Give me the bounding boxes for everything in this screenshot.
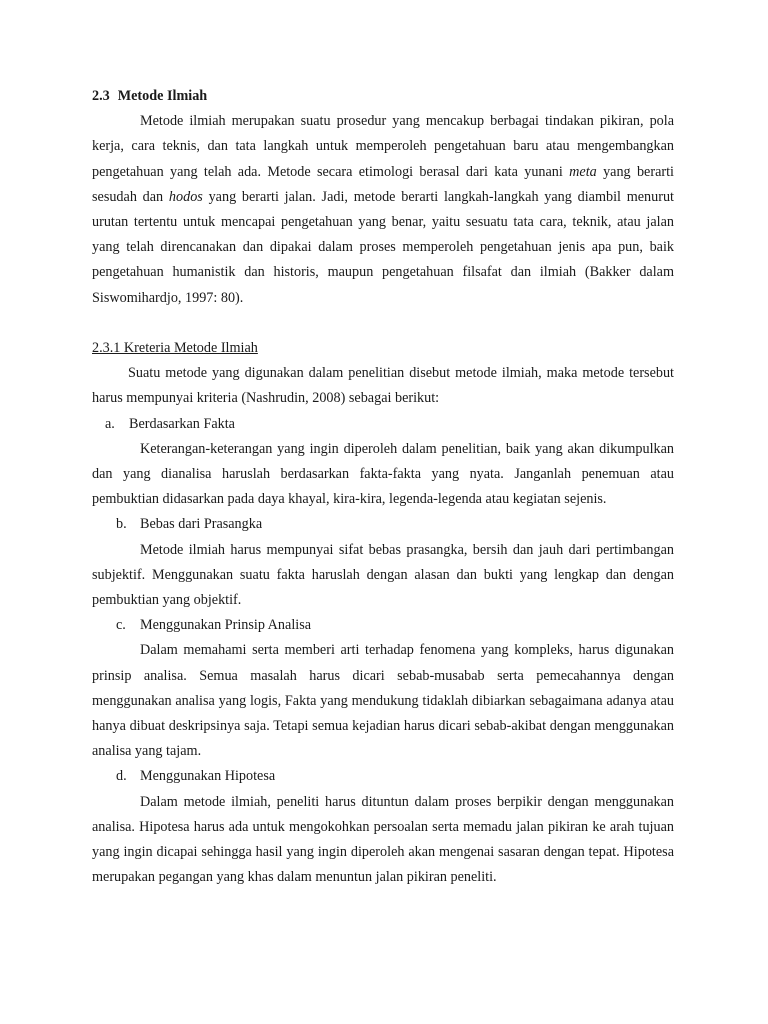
criteria-item-d-title <box>92 764 674 789</box>
item-title-text: Bebas dari Prasangka <box>140 516 263 533</box>
document-page <box>92 84 674 890</box>
criteria-item-a-title <box>92 412 674 437</box>
criteria-item-c-text: Dalam memahami serta memberi arti terhadap fenomena yang kompleks, harus digunakan prinsip analisa. Semua masalah harus dicari sebab-musabab serta pemecahannya dengan menggunakan analisa yang logis, Fakta yang mendukung tidaklah dibiarkan sebagaimana adanya atau hanya dibuat deskripsinya saja. Tetapi semua kejadian harus dicari sebab-akibat dengan menggunakan analisa yang tajam. <box>92 642 674 760</box>
section-title: Metode Ilmiah <box>117 88 208 104</box>
term-hodos: hodos <box>168 188 203 205</box>
criteria-item-c-title <box>92 613 674 638</box>
paragraph-text-1: Metode ilmiah merupakan suatu prosedur yang mencakup berbagai tindakan pikiran, pola kerja, cara teknis, dan tata langkah untuk memperoleh pengetahuan baru atau mengembangkan pengetahuan yang telah ada. Metode secara etimologi berasal dari kata yunani <box>92 113 674 180</box>
item-letter: c. <box>116 617 126 634</box>
paragraph-text-2: yang berarti sesudah dan <box>92 163 674 205</box>
criteria-item-b-text: Metode ilmiah harus mempunyai sifat bebas prasangka, bersih dan jauh dari pertimbangan subjektif. Menggunakan suatu fakta haruslah dengan alasan dan bukti yang lengkap dan dengan pembuktian yang objektif. <box>92 541 674 609</box>
blank-line <box>92 311 674 336</box>
term-meta: meta <box>569 163 597 180</box>
criteria-item-a-text: Keterangan-keterangan yang ingin diperoleh dalam penelitian, baik yang akan dikumpulkan dan yang dianalisa haruslah berdasarkan fakta-fakta yang nyata. Janganlah penemuan atau pembuktian didasarkan pada daya khayal, kira-kira, legenda-legenda atau kegiatan sejenis. <box>92 440 674 508</box>
subsection-heading: 2.3.1 Kreteria Metode Ilmiah <box>92 340 258 356</box>
item-title-text: Menggunakan Hipotesa <box>140 768 276 785</box>
subsection-intro: Suatu metode yang digunakan dalam penelitian disebut metode ilmiah, maka metode tersebut harus mempunyai kriteria (Nashrudin, 2008) sebagai berikut: <box>92 365 674 407</box>
section-number: 2.3 <box>92 88 110 104</box>
paragraph-text-3: yang berarti jalan. Jadi, metode berarti langkah-langkah yang diambil menurut urutan tertentu untuk mencapai pengetahuan yang benar, yaitu sesuatu tata cara, teknik, atau jalan yang telah direncanakan dan dipakai dalam proses memperoleh pengetahuan jenis apa pun, baik pengetahuan humanistik dan historis, maupun pengetahuan filsafat dan ilmiah (Bakker dalam Siswomihardjo, 1997: 80). <box>92 188 675 306</box>
criteria-item-b-title <box>92 512 674 537</box>
section-paragraph <box>92 109 674 311</box>
criteria-item-d-text: Dalam metode ilmiah, peneliti harus dituntun dalam proses berpikir dengan menggunakan analisa. Hipotesa harus ada untuk mengokohkan persoalan serta memadu jalan pikiran ke arah tujuan yang ingin dicapai sehingga hasil yang ingin diperoleh akan mengenai sasaran dengan tepat. Hipotesa merupakan pegangan yang khas dalam menuntun jalan pikiran peneliti. <box>92 793 674 886</box>
item-letter: b. <box>116 516 127 533</box>
item-letter: a. <box>105 415 115 432</box>
item-title-text: Berdasarkan Fakta <box>129 415 235 432</box>
section-heading <box>92 84 674 109</box>
item-title-text: Menggunakan Prinsip Analisa <box>140 617 312 634</box>
item-letter: d. <box>116 768 127 785</box>
